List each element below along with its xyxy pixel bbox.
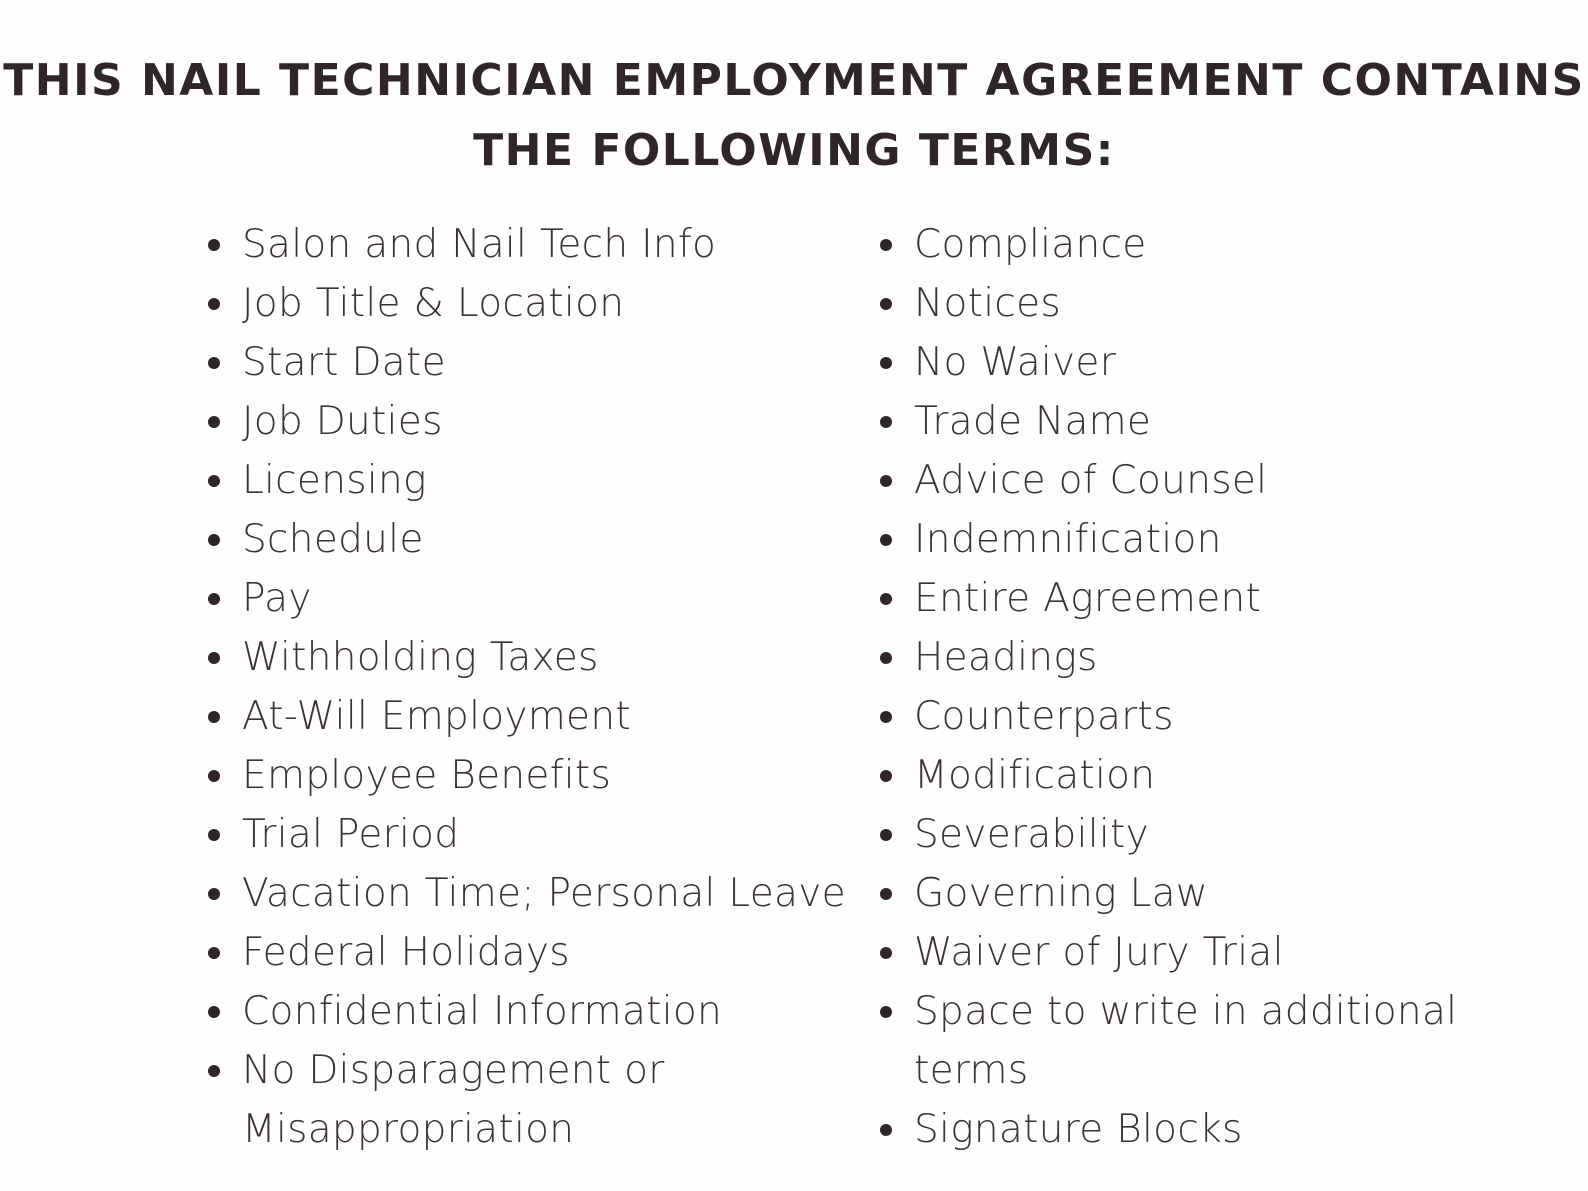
list-item bbox=[208, 923, 848, 982]
list-item-label: Compliance bbox=[914, 222, 1147, 267]
bullet-icon bbox=[880, 534, 892, 546]
list-item bbox=[208, 451, 848, 510]
bullet-icon bbox=[208, 357, 220, 369]
bullet-icon bbox=[208, 593, 220, 605]
list-item-label: Federal Holidays bbox=[242, 930, 570, 975]
bullet-icon bbox=[880, 239, 892, 251]
list-item-label: Vacation Time; Personal Leave bbox=[242, 871, 846, 916]
list-item-label: Start Date bbox=[242, 340, 446, 385]
list-item bbox=[880, 392, 1500, 451]
bullet-icon bbox=[880, 770, 892, 782]
bullet-icon bbox=[880, 829, 892, 841]
list-item bbox=[208, 333, 848, 392]
list-item-label: Employee Benefits bbox=[242, 753, 612, 798]
list-item-label: Pay bbox=[242, 576, 312, 621]
list-item-label: No Waiver bbox=[914, 340, 1117, 385]
list-item bbox=[880, 1100, 1500, 1159]
bullet-icon bbox=[880, 298, 892, 310]
list-item-label: Salon and Nail Tech Info bbox=[242, 222, 717, 267]
list-item bbox=[880, 982, 1500, 1100]
terms-list-right bbox=[880, 215, 1500, 1159]
list-item-label: Governing Law bbox=[914, 871, 1209, 916]
list-item-label: Headings bbox=[914, 635, 1098, 680]
list-item bbox=[880, 923, 1500, 982]
list-item bbox=[880, 333, 1500, 392]
bullet-icon bbox=[208, 475, 220, 487]
list-item-label: Job Title & Location bbox=[242, 281, 625, 326]
list-item bbox=[208, 510, 848, 569]
list-item-label: Withholding Taxes bbox=[242, 635, 599, 680]
terms-list-left bbox=[208, 215, 848, 1159]
bullet-icon bbox=[208, 298, 220, 310]
bullet-icon bbox=[880, 593, 892, 605]
list-item bbox=[880, 215, 1500, 274]
bullet-icon bbox=[208, 888, 220, 900]
bullet-icon bbox=[208, 947, 220, 959]
list-item bbox=[880, 628, 1500, 687]
page-title bbox=[0, 46, 1588, 186]
bullet-icon bbox=[208, 770, 220, 782]
list-item bbox=[208, 569, 848, 628]
list-item bbox=[208, 274, 848, 333]
bullet-icon bbox=[880, 475, 892, 487]
page-title-line-1: THIS NAIL TECHNICIAN EMPLOYMENT AGREEMENT CONTAINS bbox=[3, 55, 1585, 106]
bullet-icon bbox=[208, 711, 220, 723]
list-item-label: Space to write in additional terms bbox=[914, 989, 1458, 1093]
list-item bbox=[880, 451, 1500, 510]
list-item bbox=[880, 746, 1500, 805]
list-item-label: Job Duties bbox=[242, 399, 443, 444]
list-item-label: No Disparagement or Misappropriation bbox=[242, 1048, 665, 1152]
list-item-label: Entire Agreement bbox=[914, 576, 1262, 621]
list-item bbox=[208, 864, 848, 923]
bullet-icon bbox=[208, 1065, 220, 1077]
list-item bbox=[880, 864, 1500, 923]
bullet-icon bbox=[880, 888, 892, 900]
list-item-label: Advice of Counsel bbox=[914, 458, 1268, 503]
list-item bbox=[208, 1041, 848, 1159]
list-item bbox=[208, 982, 848, 1041]
list-item-label: Notices bbox=[914, 281, 1062, 326]
list-item-label: Signature Blocks bbox=[914, 1107, 1243, 1152]
list-item bbox=[880, 569, 1500, 628]
list-item-label: Schedule bbox=[242, 517, 424, 562]
bullet-icon bbox=[880, 357, 892, 369]
bullet-icon bbox=[208, 239, 220, 251]
list-item bbox=[880, 687, 1500, 746]
bullet-icon bbox=[880, 1006, 892, 1018]
bullet-icon bbox=[208, 652, 220, 664]
list-item-label: Indemnification bbox=[914, 517, 1222, 562]
list-item bbox=[208, 392, 848, 451]
bullet-icon bbox=[880, 652, 892, 664]
bullet-icon bbox=[208, 534, 220, 546]
page-title-line-2: THE FOLLOWING TERMS: bbox=[473, 125, 1115, 176]
list-item-label: Licensing bbox=[242, 458, 427, 503]
list-item-label: Severability bbox=[914, 812, 1149, 857]
bullet-icon bbox=[880, 416, 892, 428]
list-item-label: Trade Name bbox=[914, 399, 1152, 444]
list-item-label: At-Will Employment bbox=[242, 694, 631, 739]
list-item bbox=[208, 215, 848, 274]
bullet-icon bbox=[880, 1124, 892, 1136]
bullet-icon bbox=[208, 829, 220, 841]
list-item bbox=[208, 687, 848, 746]
bullet-icon bbox=[208, 416, 220, 428]
list-item-label: Waiver of Jury Trial bbox=[914, 930, 1284, 975]
bullet-icon bbox=[880, 947, 892, 959]
list-item bbox=[880, 274, 1500, 333]
list-item-label: Trial Period bbox=[242, 812, 460, 857]
list-item-label: Modification bbox=[914, 753, 1156, 798]
list-item bbox=[880, 510, 1500, 569]
list-item-label: Counterparts bbox=[914, 694, 1174, 739]
bullet-icon bbox=[880, 711, 892, 723]
list-item bbox=[208, 805, 848, 864]
bullet-icon bbox=[208, 1006, 220, 1018]
list-item bbox=[208, 746, 848, 805]
list-item-label: Confidential Information bbox=[242, 989, 723, 1034]
list-item bbox=[880, 805, 1500, 864]
list-item bbox=[208, 628, 848, 687]
